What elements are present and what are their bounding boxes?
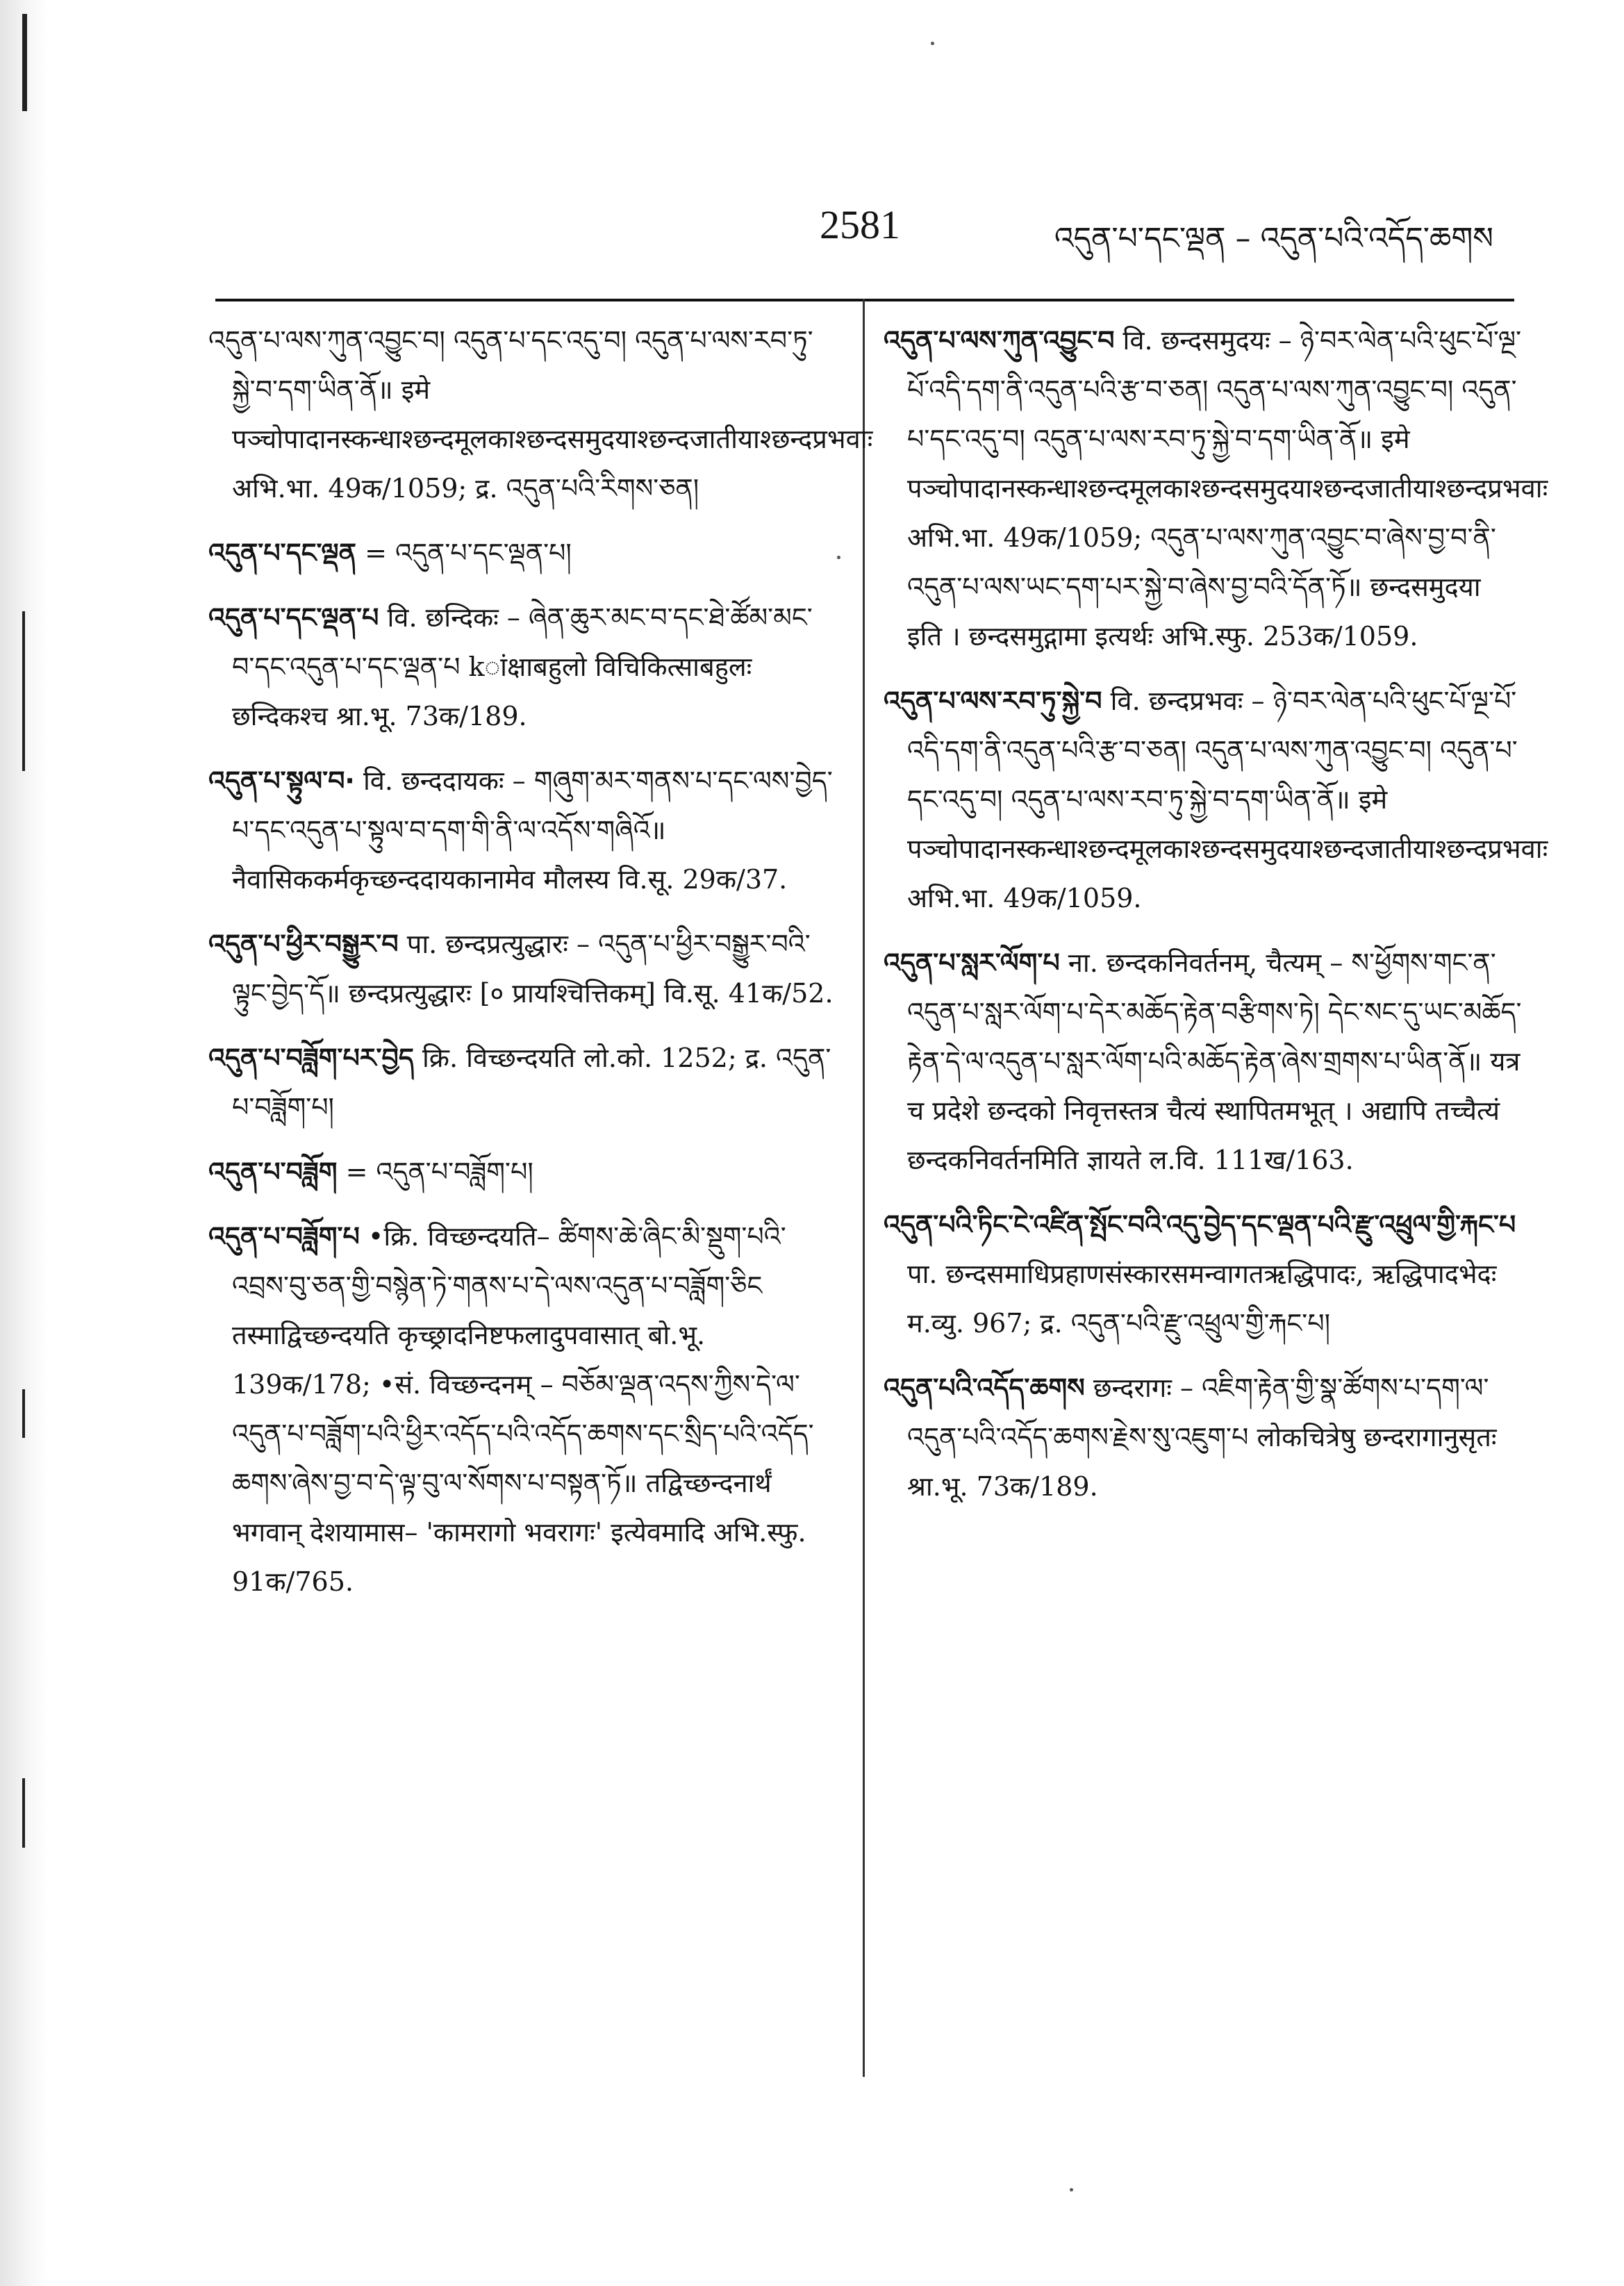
- dictionary-entry: [208, 1034, 834, 1132]
- entry-text: पा. छन्दसमाधिप्रहाणसंस्कारसमन्वागतऋद्धिपादः, ऋद्धिपादभेदः म.व्यु. 967; द्र. འདུན་པའི་རྫུ་འཕྲུལ་གྱི་རྐང་པ།: [907, 1259, 1497, 1339]
- entry-headword: འདུན་པ་སྟུལ་བ·: [208, 765, 355, 796]
- scan-speck: [837, 556, 840, 559]
- edge-mark-middle: [22, 611, 25, 771]
- entry-headword: འདུན་པ་བཟློག་པར་བྱེད: [208, 1043, 414, 1073]
- entry-text: क्रि. विच्छन्दयति लो.को. 1252; द्र. འདུན་པ་བཟློག་པ།: [232, 1043, 831, 1123]
- entry-headword: འདུན་པའི་ཏིང་ངེ་འཛིན་སྤོང་བའི་འདུ་བྱེད་དང་ལྡན་པའི་རྫུ་འཕྲུལ་གྱི་རྐང་པ: [884, 1209, 1516, 1240]
- header-rule: [215, 299, 1514, 301]
- dictionary-entry: [208, 920, 834, 1018]
- edge-mark-top: [22, 14, 27, 111]
- entry-text: = འདུན་པ་དང་ལྡན་པ།: [365, 538, 572, 568]
- column-divider: [863, 299, 865, 2077]
- page-header: [215, 181, 1521, 257]
- entry-headword: འདུན་པ་ལས་ཀུན་འབྱུང་བ: [884, 325, 1115, 356]
- dictionary-entry: [884, 938, 1523, 1185]
- dictionary-entry: [208, 316, 873, 513]
- dictionary-entry: [884, 677, 1548, 923]
- dictionary-entry: [208, 756, 834, 904]
- dictionary-entry: [208, 529, 834, 578]
- entry-headword: འདུན་པ་དང་ལྡན་པ: [208, 602, 379, 633]
- entry-headword: འདུན་པ་ལས་རབ་ཏུ་སྐྱེ་བ: [884, 686, 1102, 716]
- page-number: 2581: [820, 202, 900, 247]
- entry-text: འདུན་པ་ལས་ཀུན་འབྱུང་བ། འདུན་པ་དང་འདུ་བ། འདུན་པ་ལས་རབ་ཏུ་སྐྱེ་བ་དག་ཡིན་ནོ॥ इमे पञ्चोपादानस्कन्धाश्छन्दमूलकाश्छन्दसमुदयाश्छन्दजातीयाश्छन्दप्रभवाः अभि.भा. 49क/1059; द्र. འདུན་པའི་རིགས་ཅན།: [208, 325, 873, 504]
- edge-mark-bottom: [22, 1778, 25, 1848]
- entry-text: वि. छन्दिकः – ཞེན་ཆུར་མང་བ་དང་ཐེ་ཚོམ་མང་བ་དང་འདུན་པ་དང་ལྡན་པ kांक्षाबहुलो विचिकित्साबहुलः छन्दिकश्च श्रा.भू. 73क/189.: [232, 602, 813, 731]
- entry-text: ना. छन्दकनिवर्तनम्, चैत्यम् – ས་ཕྱོགས་གང་ན་འདུན་པ་སླར་ལོག་པ་དེར་མཆོད་རྟེན་བརྩིགས་ཏེ། དེང་སང་དུ་ཡང་མཆོད་རྟེན་དེ་ལ་འདུན་པ་སླར་ལོག་པའི་མཆོད་རྟེན་ཞེས་གྲགས་པ་ཡིན་ནོ॥ यत्र च प्रदेशे छन्दको निवृत्तस्तत्र चैत्यं स्थापितमभूत् । अद्यापि तच्चैत्यं छन्दकनिवर्तनमिति ज्ञायते ल.वि. 111ख/163.: [907, 947, 1522, 1175]
- left-column: [208, 316, 873, 1622]
- entry-text: पा. छन्दप्रत्युद्धारः – འདུན་པ་ཕྱིར་བསྒྱུར་བའི་ལྟུང་བྱེད་དོ॥ छन्दप्रत्युद्धारः [० प्रायश्चित्तिकम्] वि.सू. 41क/52.: [232, 929, 834, 1009]
- entry-headword: འདུན་པ་ཕྱིར་བསྒྱུར་བ: [208, 929, 399, 959]
- entry-headword: འདུན་པ་དང་ལྡན: [208, 538, 357, 568]
- entry-text: वि. छन्दप्रभवः – ཉེ་བར་ལེན་པའི་ཕུང་པོ་ལྔ་པོ་འདི་དག་ནི་འདུན་པའི་རྩ་བ་ཅན། འདུན་པ་ལས་ཀུན་འབྱུང་བ། འདུན་པ་དང་འདུ་བ། འདུན་པ་ལས་རབ་ཏུ་སྐྱེ་བ་དག་ཡིན་ནོ॥ इमे पञ्चोपादानस्कन्धाश्छन्दमूलकाश्छन्दसमुदयाश्छन्दजातीयाश्छन्दप्रभवाः अभि.भा. 49क/1059.: [907, 686, 1548, 913]
- dictionary-entry: [884, 1364, 1523, 1511]
- dictionary-entry: [884, 1200, 1523, 1348]
- edge-mark-lower: [22, 1389, 25, 1438]
- entry-headword: འདུན་པ་བཟློག་པ: [208, 1221, 360, 1252]
- scan-speck: [1070, 2188, 1073, 2192]
- entry-text: वि. छन्दसमुदयः – ཉེ་བར་ལེན་པའི་ཕུང་པོ་ལྔ་པོ་འདི་དག་ནི་འདུན་པའི་རྩ་བ་ཅན། འདུན་པ་ལས་ཀུན་འབྱུང་བ། འདུན་པ་དང་འདུ་བ། འདུན་པ་ལས་རབ་ཏུ་སྐྱེ་བ་དག་ཡིན་ནོ॥ इमे पञ्चोपादानस्कन्धाश्छन्दमूलकाश्छन्दसमुदयाश्छन्दजातीयाश्छन्दप्रभवाः अभि.भा. 49क/1059; འདུན་པ་ལས་ཀུན་འབྱུང་བ་ཞེས་བྱ་བ་ནི་འདུན་པ་ལས་ཡང་དག་པར་སྐྱེ་བ་ཞེས་བྱ་བའི་དོན་ཏོ॥ छन्दसमुदया इति । छन्दसमुद्गामा इत्यर्थः अभि.स्फु. 253क/1059.: [907, 325, 1548, 652]
- running-head: འདུན་པ་དང་ལྡན – འདུན་པའི་འདོད་ཆགས: [1054, 221, 1493, 256]
- right-column: [884, 316, 1548, 1527]
- page-left-edge: [0, 0, 49, 2286]
- dictionary-entry: [208, 1148, 834, 1197]
- dictionary-entry: [208, 593, 834, 741]
- entry-headword: འདུན་པ་བཟློག: [208, 1157, 338, 1187]
- dictionary-entry: [884, 316, 1548, 661]
- entry-text: •क्रि. विच्छन्दयति– ཚིགས་ཆེ་ཞིང་མི་སྡུག་པའི་འབྲས་བུ་ཅན་གྱི་བསྙེན་ཏེ་གནས་པ་དེ་ལས་འདུན་པ་བཟློག་ཅིང तस्माद्विच्छन्दयति कृच्छ्रादनिष्टफलादुपवासात् बो.भू. 139क/178; •सं. विच्छन्दनम् – བཅོམ་ལྡན་འདས་ཀྱིས་དེ་ལ་འདུན་པ་བཟློག་པའི་ཕྱིར་འདོད་པའི་འདོད་ཆགས་དང་སྲིད་པའི་འདོད་ཆགས་ཞེས་བྱ་བ་དེ་ལྟ་བུ་ལ་སོགས་པ་བསྟན་ཏོ॥ तद्विच्छन्दनार्थं भगवान् देशयामास– 'कामरागो भवरागः' इत्येवमादि अभि.स्फु. 91क/765.: [232, 1221, 814, 1597]
- entry-text: छन्दरागः – འཇིག་རྟེན་གྱི་སྣ་ཚོགས་པ་དག་ལ་འདུན་པའི་འདོད་ཆགས་རྗེས་སུ་འཇུག་པ लोकचित्रेषु छन्दरागानुसृतः श्रा.भू. 73क/189.: [907, 1373, 1497, 1502]
- dictionary-entry: [208, 1212, 834, 1607]
- entry-text: वि. छन्ददायकः – གཞུག་མར་གནས་པ་དང་ལས་བྱེད་པ་དང་འདུན་པ་སྟུལ་བ་དག་གི་ནི་ལ་འདོས་གཞིའོ॥ नैवासिककर्मकृच्छन्ददायकानामेव मौलस्य वि.सू. 29क/37.: [232, 765, 833, 895]
- entry-text: = འདུན་པ་བཟློག་པ།: [345, 1157, 533, 1187]
- entry-headword: འདུན་པ་སླར་ལོག་པ: [884, 947, 1060, 978]
- scan-speck: [931, 42, 934, 45]
- entry-headword: འདུན་པའི་འདོད་ཆགས: [884, 1373, 1085, 1403]
